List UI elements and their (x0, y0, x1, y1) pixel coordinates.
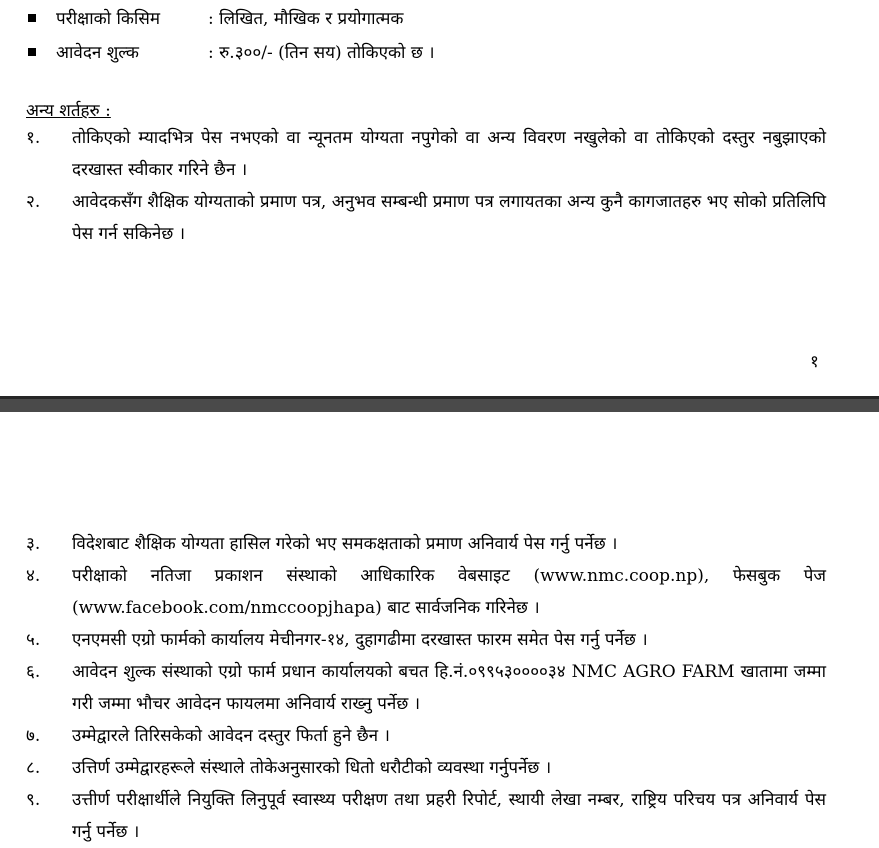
item-text: तोकिएको म्यादभित्र पेस नभएको वा न्यूनतम योग्यता नपुगेको वा अन्य विवरण नखुलेको वा तोकिएको दस्तुर नबुझाएको दरखास्त स्वीकार गरिने छैन । (72, 128, 826, 180)
exam-type-row (28, 6, 403, 32)
item-number: ५. (26, 630, 41, 650)
document-page-1 (0, 0, 879, 396)
application-fee-label: आवेदन शुल्क (56, 43, 139, 63)
item-number: २. (26, 192, 41, 212)
item-number: ८. (26, 758, 41, 778)
other-conditions-heading: अन्य शर्तहरु : (26, 101, 111, 121)
page-separator-shadow (0, 396, 879, 399)
square-bullet-icon (28, 48, 36, 56)
condition-item-2 (26, 186, 826, 250)
exam-type-label: परीक्षाको किसिम (56, 9, 160, 29)
item-text: परीक्षाको नतिजा प्रकाशन संस्थाको आधिकारिक वेबसाइट (www.nmc.coop.np), फेसबुक पेज (www.facebook.com/nmccoopjhapa) बाट सार्वजनिक गरिनेछ । (72, 566, 826, 618)
condition-item-9 (26, 784, 826, 848)
item-text: आवेदन शुल्क संस्थाको एग्रो फार्म प्रधान कार्यालयको बचत हि.नं.०९९५३००००३४ NMC AGRO FARM खातामा जम्मा गरी जम्मा भौचर आवेदन फायलमा अनिवार्य राख्नु पर्नेछ । (72, 662, 826, 714)
document-page-2 (0, 412, 879, 841)
item-text: एनएमसी एग्रो फार्मको कार्यालय मेचीनगर-१४, दुहागढीमा दरखास्त फारम समेत पेस गर्नु पर्नेछ । (72, 630, 648, 650)
item-number: १. (26, 128, 41, 148)
item-number: ४. (26, 566, 41, 586)
application-fee-value: : रु.३००/- (तिन सय) तोकिएको छ । (208, 43, 435, 63)
item-text: आवेदकसँग शैक्षिक योग्यताको प्रमाण पत्र, अनुभव सम्बन्धी प्रमाण पत्र लगायतका अन्य कुनै कागजातहरु भए सोको प्रतिलिपि पेस गर्न सकिनेछ । (72, 192, 826, 244)
square-bullet-icon (28, 14, 36, 22)
condition-item-3 (26, 528, 826, 560)
item-number: ३. (26, 534, 41, 554)
condition-item-6 (26, 656, 826, 720)
item-number: ७. (26, 726, 41, 746)
item-number: ९. (26, 790, 41, 810)
condition-item-8 (26, 752, 826, 784)
exam-type-value: : लिखित, मौखिक र प्रयोगात्मक (208, 9, 404, 29)
condition-item-1 (26, 122, 826, 186)
item-text: विदेशबाट शैक्षिक योग्यता हासिल गरेको भए समकक्षताको प्रमाण अनिवार्य पेस गर्नु पर्नेछ । (72, 534, 618, 554)
condition-item-7 (26, 720, 826, 752)
item-text: उत्तीर्ण परीक्षार्थीले नियुक्ति लिनुपूर्व स्वास्थ्य परीक्षण तथा प्रहरी रिपोर्ट, स्थायी लेखा नम्बर, राष्ट्रिय परिचय पत्र अनिवार्य पेस गर्नु पर्नेछ । (72, 790, 826, 842)
item-text: उत्तिर्ण उम्मेद्वारहरूले संस्थाले तोकेअनुसारको धितो धरौटीको व्यवस्था गर्नुपर्नेछ । (72, 758, 552, 778)
condition-item-5 (26, 624, 826, 656)
condition-item-4 (26, 560, 826, 624)
page-number: १ (810, 352, 819, 372)
application-fee-row (28, 40, 435, 66)
item-number: ६. (26, 662, 41, 682)
item-text: उम्मेद्वारले तिरिसकेको आवेदन दस्तुर फिर्ता हुने छैन । (72, 726, 390, 746)
